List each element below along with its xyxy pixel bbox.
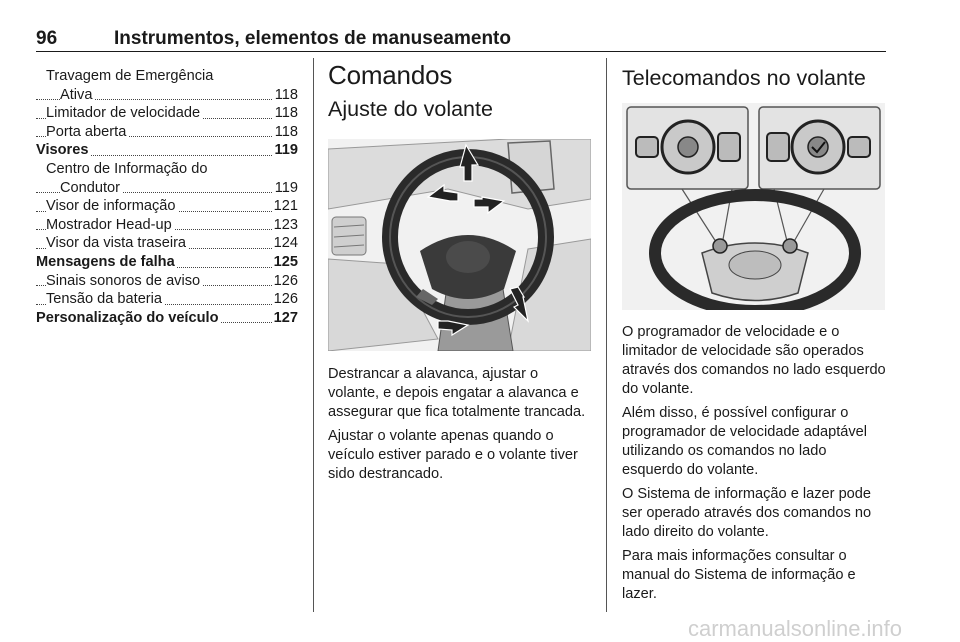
toc-entry-text: Mensagens de falha — [36, 253, 175, 270]
toc-entry — [36, 197, 298, 216]
paragraph: Destrancar a alavanca, ajustar o volante, e depois engatar a alavanca e assegurar que fica totalmente trancada. — [328, 366, 586, 420]
column-divider-1 — [313, 58, 314, 612]
toc-entry-page: 123 — [273, 216, 298, 233]
toc-entry-text: Porta aberta — [46, 123, 127, 140]
steering-adjustment-column — [328, 60, 592, 122]
toc-entry-page: 119 — [274, 142, 298, 159]
toc-entry — [36, 309, 298, 328]
toc-entry-page: 121 — [273, 198, 298, 215]
watermark: carmanualsonline.info — [688, 616, 903, 641]
toc-entry-page: 126 — [273, 272, 298, 289]
toc-entry — [36, 104, 298, 123]
toc-entry-text: Personalização do veículo — [36, 309, 219, 326]
toc-entry-text: Centro de Informação do — [46, 160, 208, 177]
paragraph: O programador de velocidade e o limitador de velocidade são operados através dos comandos no lado esquerdo do volante. — [622, 324, 886, 397]
toc-list — [36, 67, 298, 327]
toc-entry-text: Sinais sonoros de aviso — [46, 272, 201, 289]
toc-entry-page: 118 — [274, 123, 298, 140]
toc-entry — [36, 253, 298, 272]
toc-entry-page: 127 — [273, 309, 298, 326]
toc-entry-text: Visor de informação — [46, 198, 176, 215]
toc-entry-page: 118 — [274, 105, 298, 122]
section-title: Comandos — [328, 60, 453, 90]
subsection-title: Ajuste do volante — [328, 97, 493, 121]
toc-entry-page: 118 — [274, 86, 298, 103]
toc-entry — [36, 141, 298, 160]
toc-entry — [36, 179, 298, 198]
toc-entry — [36, 216, 298, 235]
toc-entry-page: 126 — [273, 291, 298, 308]
toc-entry-text: Ativa — [60, 86, 93, 103]
toc-entry-text: Tensão da bateria — [46, 291, 163, 308]
remote-controls-text — [622, 323, 886, 609]
toc-entry — [36, 67, 298, 86]
toc-entry-text: Visor da vista traseira — [46, 235, 187, 252]
paragraph: Ajustar o volante apenas quando o veículo estiver parado e o volante tiver sido destrancado. — [328, 428, 578, 482]
page-header — [36, 28, 886, 50]
toc-entry-page: 125 — [273, 253, 298, 270]
paragraph: O Sistema de informação e lazer pode ser operado através dos comandos no lado direito do volante. — [622, 486, 872, 540]
toc-entry-text: Condutor — [60, 179, 121, 196]
paragraph: Para mais informações consultar o manual do Sistema de informação e lazer. — [622, 548, 856, 602]
paragraph: Além disso, é possível configurar o programador de velocidade adaptável utilizando os comandos no lado esquerdo do volante. — [622, 405, 868, 478]
toc-entry-text: Travagem de Emergência — [46, 68, 214, 84]
toc-entry-page: 124 — [273, 235, 298, 252]
toc-entry-text: Limitador de velocidade — [46, 105, 201, 122]
toc-entry — [36, 86, 298, 105]
toc-entry — [36, 234, 298, 253]
toc-entry — [36, 123, 298, 142]
toc-entry — [36, 160, 298, 179]
toc-entry — [36, 290, 298, 309]
remote-controls-column — [622, 60, 886, 91]
header-divider — [36, 51, 886, 52]
toc-entry-text: Mostrador Head-up — [46, 216, 172, 233]
steering-adjustment-text — [328, 365, 592, 489]
column-divider-2 — [606, 58, 607, 612]
toc-entry-text: Visores — [36, 142, 89, 159]
chapter-title: Instrumentos, elementos de manuseamento — [114, 28, 511, 49]
toc-entry-page: 119 — [274, 179, 298, 196]
page-number: 96 — [36, 28, 58, 49]
toc-entry — [36, 272, 298, 291]
steering-remote-controls-illustration — [622, 103, 885, 310]
steering-adjustment-illustration — [328, 139, 591, 351]
remote-controls-title: Telecomandos no volante — [622, 66, 866, 90]
